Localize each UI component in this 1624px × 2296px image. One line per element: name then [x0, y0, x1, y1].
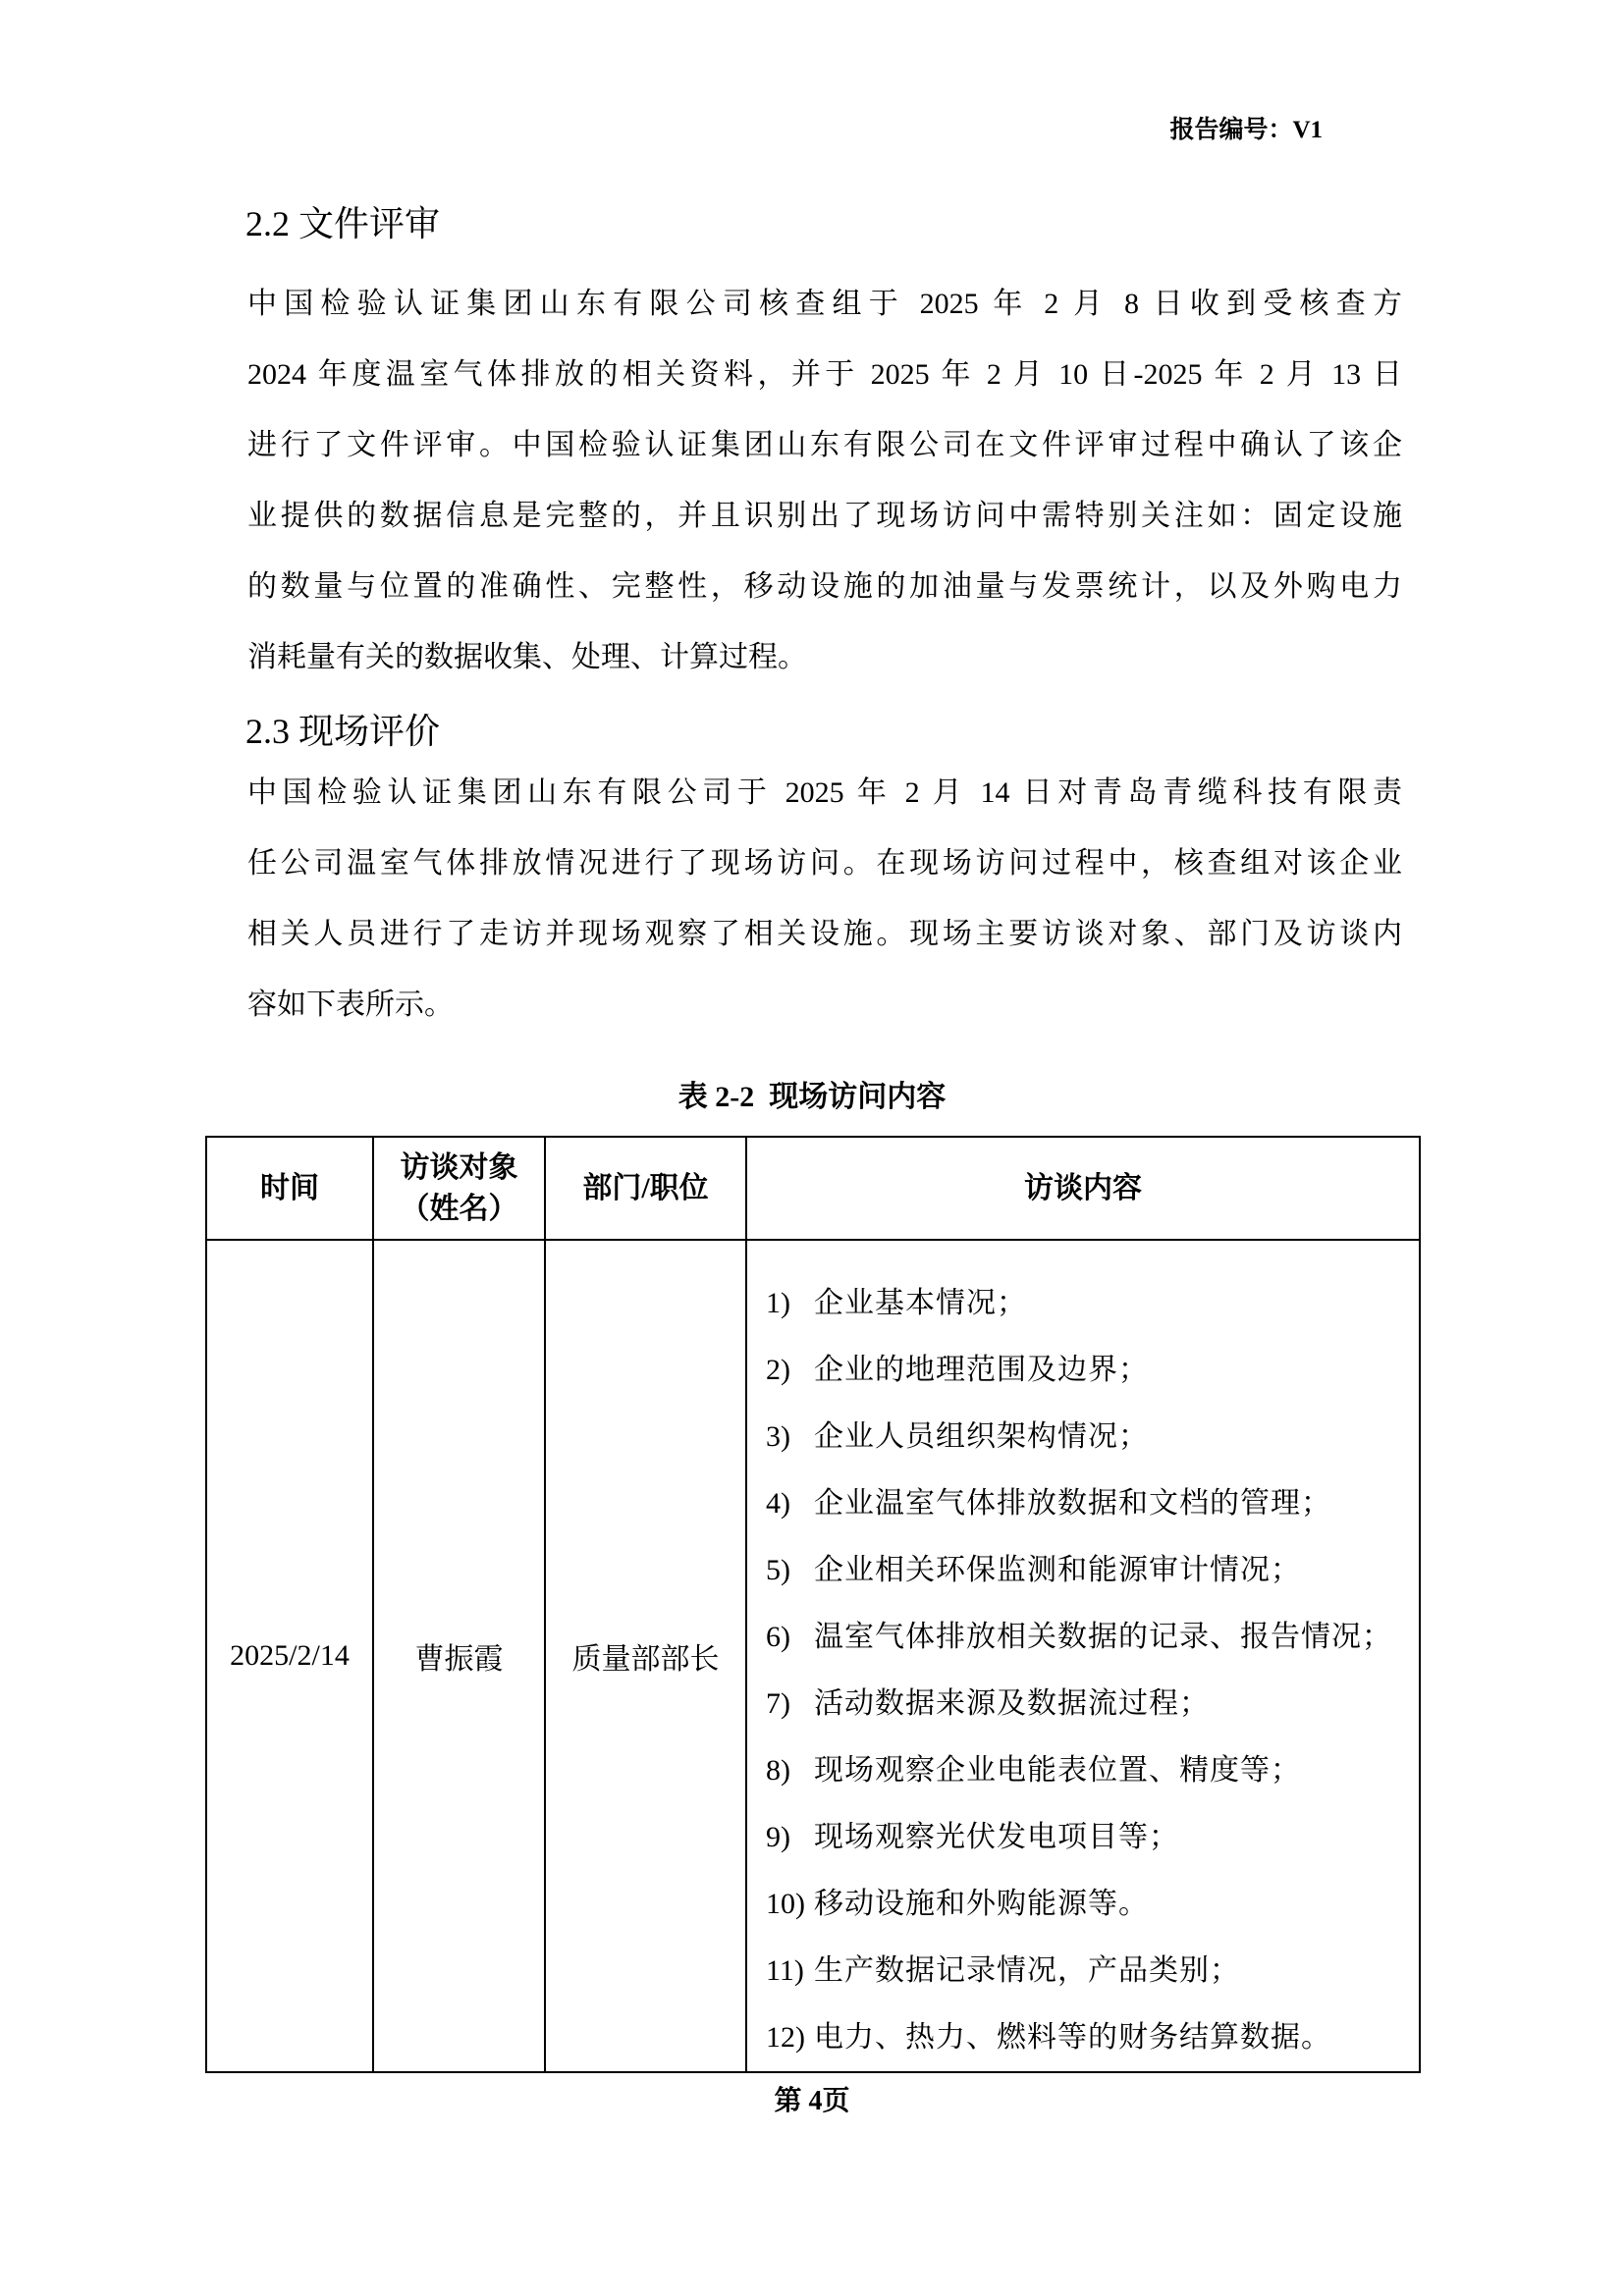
header-department [545, 1137, 746, 1240]
interview-item-text: 企业人员组织架构情况； [814, 1420, 1149, 1453]
interview-item-number: 4) [766, 1487, 790, 1520]
interview-item [757, 1737, 1413, 1804]
interview-item [757, 1604, 1413, 1671]
interview-item-text: 企业温室气体排放数据和文档的管理； [814, 1487, 1331, 1520]
interview-item-text: 现场观察光伏发电项目等； [814, 1821, 1179, 1853]
cell-time: 2025/2/14 [206, 1240, 373, 2072]
interview-item-number: 11) [766, 1954, 804, 1987]
paragraph-line: 的数量与位置的准确性、完整性，移动设施的加油量与发票统计，以及外购电力 [247, 570, 1402, 603]
section-heading-2-3: 2.3 现场评价 [245, 712, 441, 751]
interview-item [757, 1404, 1413, 1470]
interview-item-number: 3) [766, 1420, 790, 1453]
interview-item-number: 12) [766, 2021, 805, 2054]
interview-item [757, 1804, 1413, 1871]
page-number: 第 4页 [774, 2086, 850, 2116]
interview-item-text: 企业基本情况； [814, 1287, 1027, 1319]
paragraph-line: 中国检验认证集团山东有限公司于 2025 年 2 月 14 日对青岛青缆科技有限责 [247, 776, 1402, 809]
paragraph-line: 进行了文件评审。中国检验认证集团山东有限公司在文件评审过程中确认了该企 [247, 429, 1402, 461]
interview-item-number: 6) [766, 1621, 790, 1653]
interview-item [757, 1337, 1413, 1404]
paragraph-line: 消耗量有关的数据收集、处理、计算过程。 [247, 641, 807, 673]
paragraph-line: 任公司温室气体排放情况进行了现场访问。在现场访问过程中，核查组对该企业 [247, 847, 1402, 880]
interview-item [757, 1470, 1413, 1537]
report-number: 报告编号：V1 [1169, 117, 1323, 143]
paragraph-line: 容如下表所示。 [247, 988, 454, 1021]
header-time [206, 1137, 373, 1240]
paragraph-line: 2024 年度温室气体排放的相关资料，并于 2025 年 2 月 10 日-2025 年 2 月 13 日 [247, 358, 1402, 391]
interview-item [757, 1671, 1413, 1737]
interview-item-text: 温室气体排放相关数据的记录、报告情况； [814, 1621, 1392, 1653]
paragraph-site-evaluation [247, 758, 1402, 1041]
paragraph-line: 中国检验认证集团山东有限公司核查组于 2025 年 2 月 8 日收到受核查方 [247, 288, 1402, 320]
paragraph-line: 相关人员进行了走访并现场观察了相关设施。现场主要访谈对象、部门及访谈内 [247, 918, 1402, 950]
interview-item [757, 1270, 1413, 1337]
interview-item-number: 10) [766, 1888, 805, 1920]
interview-item-text: 移动设施和外购能源等。 [814, 1888, 1149, 1920]
interview-item-number: 8) [766, 1754, 790, 1787]
interview-item [757, 1938, 1413, 2004]
interview-item-text: 企业相关环保监测和能源审计情况； [814, 1554, 1301, 1586]
interview-item-number: 2) [766, 1354, 790, 1386]
cell-interviewee: 曹振霞 [373, 1240, 545, 2072]
table-header-row [206, 1137, 1420, 1240]
header-content-label: 访谈内容 [1024, 1171, 1142, 1204]
interview-item-text: 活动数据来源及数据流过程； [814, 1687, 1210, 1720]
header-department-label: 部门/职位 [582, 1171, 709, 1204]
interview-item-text: 电力、热力、燃料等的财务结算数据。 [814, 2021, 1331, 2054]
header-interviewee-line1: 访谈对象 [400, 1150, 518, 1184]
interview-item-number: 7) [766, 1687, 790, 1720]
section-heading-2-2: 2.2 文件评审 [245, 204, 441, 243]
interview-item-number: 5) [766, 1554, 790, 1586]
paragraph-line: 业提供的数据信息是完整的，并且识别出了现场访问中需特别关注如：固定设施 [247, 500, 1402, 532]
interview-item-list [747, 1241, 1419, 2071]
header-interviewee [373, 1137, 545, 1240]
interview-item-text: 生产数据记录情况，产品类别； [814, 1954, 1240, 1987]
table-body-row [206, 1240, 1420, 2072]
header-time-label: 时间 [260, 1171, 319, 1204]
interview-table [205, 1136, 1419, 2073]
table-caption: 表 2-2 现场访问内容 [677, 1081, 947, 1113]
interview-item [757, 2004, 1413, 2071]
cell-department: 质量部部长 [545, 1240, 746, 2072]
interview-item-number: 1) [766, 1287, 790, 1319]
interview-item-number: 9) [766, 1821, 790, 1853]
interview-item [757, 1537, 1413, 1604]
cell-interview-content [746, 1240, 1420, 2072]
interview-item-text: 现场观察企业电能表位置、精度等； [814, 1754, 1301, 1787]
header-interviewee-line2: （姓名） [400, 1192, 518, 1225]
header-content [746, 1137, 1420, 1240]
interview-item-text: 企业的地理范围及边界； [814, 1354, 1149, 1386]
paragraph-document-review [247, 269, 1402, 693]
interview-item [757, 1871, 1413, 1938]
